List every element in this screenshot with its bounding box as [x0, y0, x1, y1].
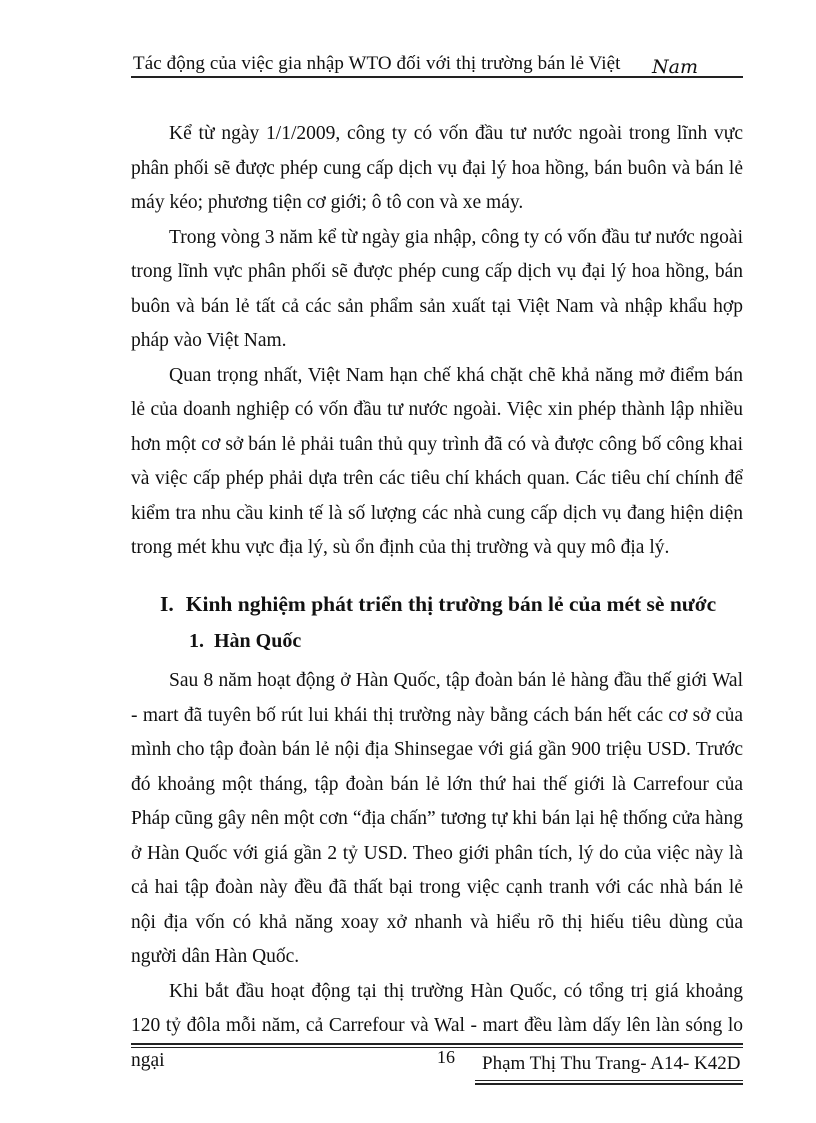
footer-author: Phạm Thị Thu Trang- A14- K42D: [482, 1053, 741, 1074]
footer-rule: [475, 1080, 743, 1081]
section-number: I.: [160, 592, 174, 616]
section-title: Kinh nghiệm phát triển thị trường bán lẻ của mét sè nước: [185, 592, 717, 616]
header-rule: [131, 76, 743, 78]
subsection-heading: [189, 630, 301, 653]
paragraph: Sau 8 năm hoạt động ở Hàn Quốc, tập đoàn bán lẻ hàng đầu thế giới Wal - mart đã tuyên bố rút lui khái thị trường này bằng cách bán hết các cơ sở của mình cho tập đoàn bán lẻ nội địa Shinsegae với giá gần 900 triệu USD. Trước đó khoảng một tháng, tập đoàn bán lẻ lớn thứ hai thế giới là Carrefour của Pháp cũng gây nên một cơn “địa chấn” tương tự khi bán lại hệ thống cửa hàng ở Hàn Quốc với giá gần 2 tỷ USD. Theo giới phân tích, lý do của việc này là cả hai tập đoàn này đều đã thất bại trong việc cạnh tranh với các nhà bán lẻ nội địa vốn có khả năng xoay xở nhanh và hiểu rõ thị hiếu tiêu dùng của người dân Hàn Quốc.: [131, 670, 743, 967]
page-header: [131, 51, 743, 77]
header-title: Tác động của việc gia nhập WTO đối với thị trường bán lẻ Việt: [133, 53, 621, 74]
section-heading: [160, 592, 716, 617]
subsection-title: Hàn Quốc: [214, 630, 302, 652]
header-title-end: Nam: [652, 56, 698, 78]
subsection-number: 1.: [189, 630, 204, 652]
paragraph: Quan trọng nhất, Việt Nam hạn chế khá chặt chẽ khả năng mở điểm bán lẻ của doanh nghiệp có vốn đầu tư nước ngoài. Việc xin phép thành lập nhiều hơn một cơ sở bán lẻ phải tuân thủ quy trình đã có và được công bố công khai và việc cấp phép phải dựa trên các tiêu chí khách quan. Các tiêu chí chính để kiểm tra nhu cầu kinh tế là số lượng các nhà cung cấp dịch vụ đang hiện diện trong mét khu vực địa lý, sù ổn định của thị trường và quy mô địa lý.: [131, 364, 743, 558]
intro-section: [131, 117, 743, 566]
paragraph: Trong vòng 3 năm kể từ ngày gia nhập, công ty có vốn đầu tư nước ngoài trong lĩnh vực phân phối sẽ được phép cung cấp dịch vụ đại lý hoa hồng, bán buôn và bán lẻ tất cả các sản phẩm sản xuất tại Việt Nam và nhập khẩu hợp pháp vào Việt Nam.: [131, 226, 743, 351]
paragraph: Khi bắt đầu hoạt động tại thị trường Hàn Quốc, có tổng trị giá khoảng 120 tỷ đôla mỗi năm, cả Carrefour và Wal - mart đều làm dấy lên làn sóng lo ngại: [131, 980, 743, 1071]
footer-rule: [131, 1043, 743, 1045]
footer-rule: [475, 1083, 743, 1085]
korea-section: [131, 664, 743, 1078]
page-number: 16: [437, 1047, 455, 1067]
paragraph: Kể từ ngày 1/1/2009, công ty có vốn đầu tư nước ngoài trong lĩnh vực phân phối sẽ được phép cung cấp dịch vụ đại lý hoa hồng, bán buôn và bán lẻ máy kéo; phương tiện cơ giới; ô tô con và xe máy.: [131, 123, 743, 213]
